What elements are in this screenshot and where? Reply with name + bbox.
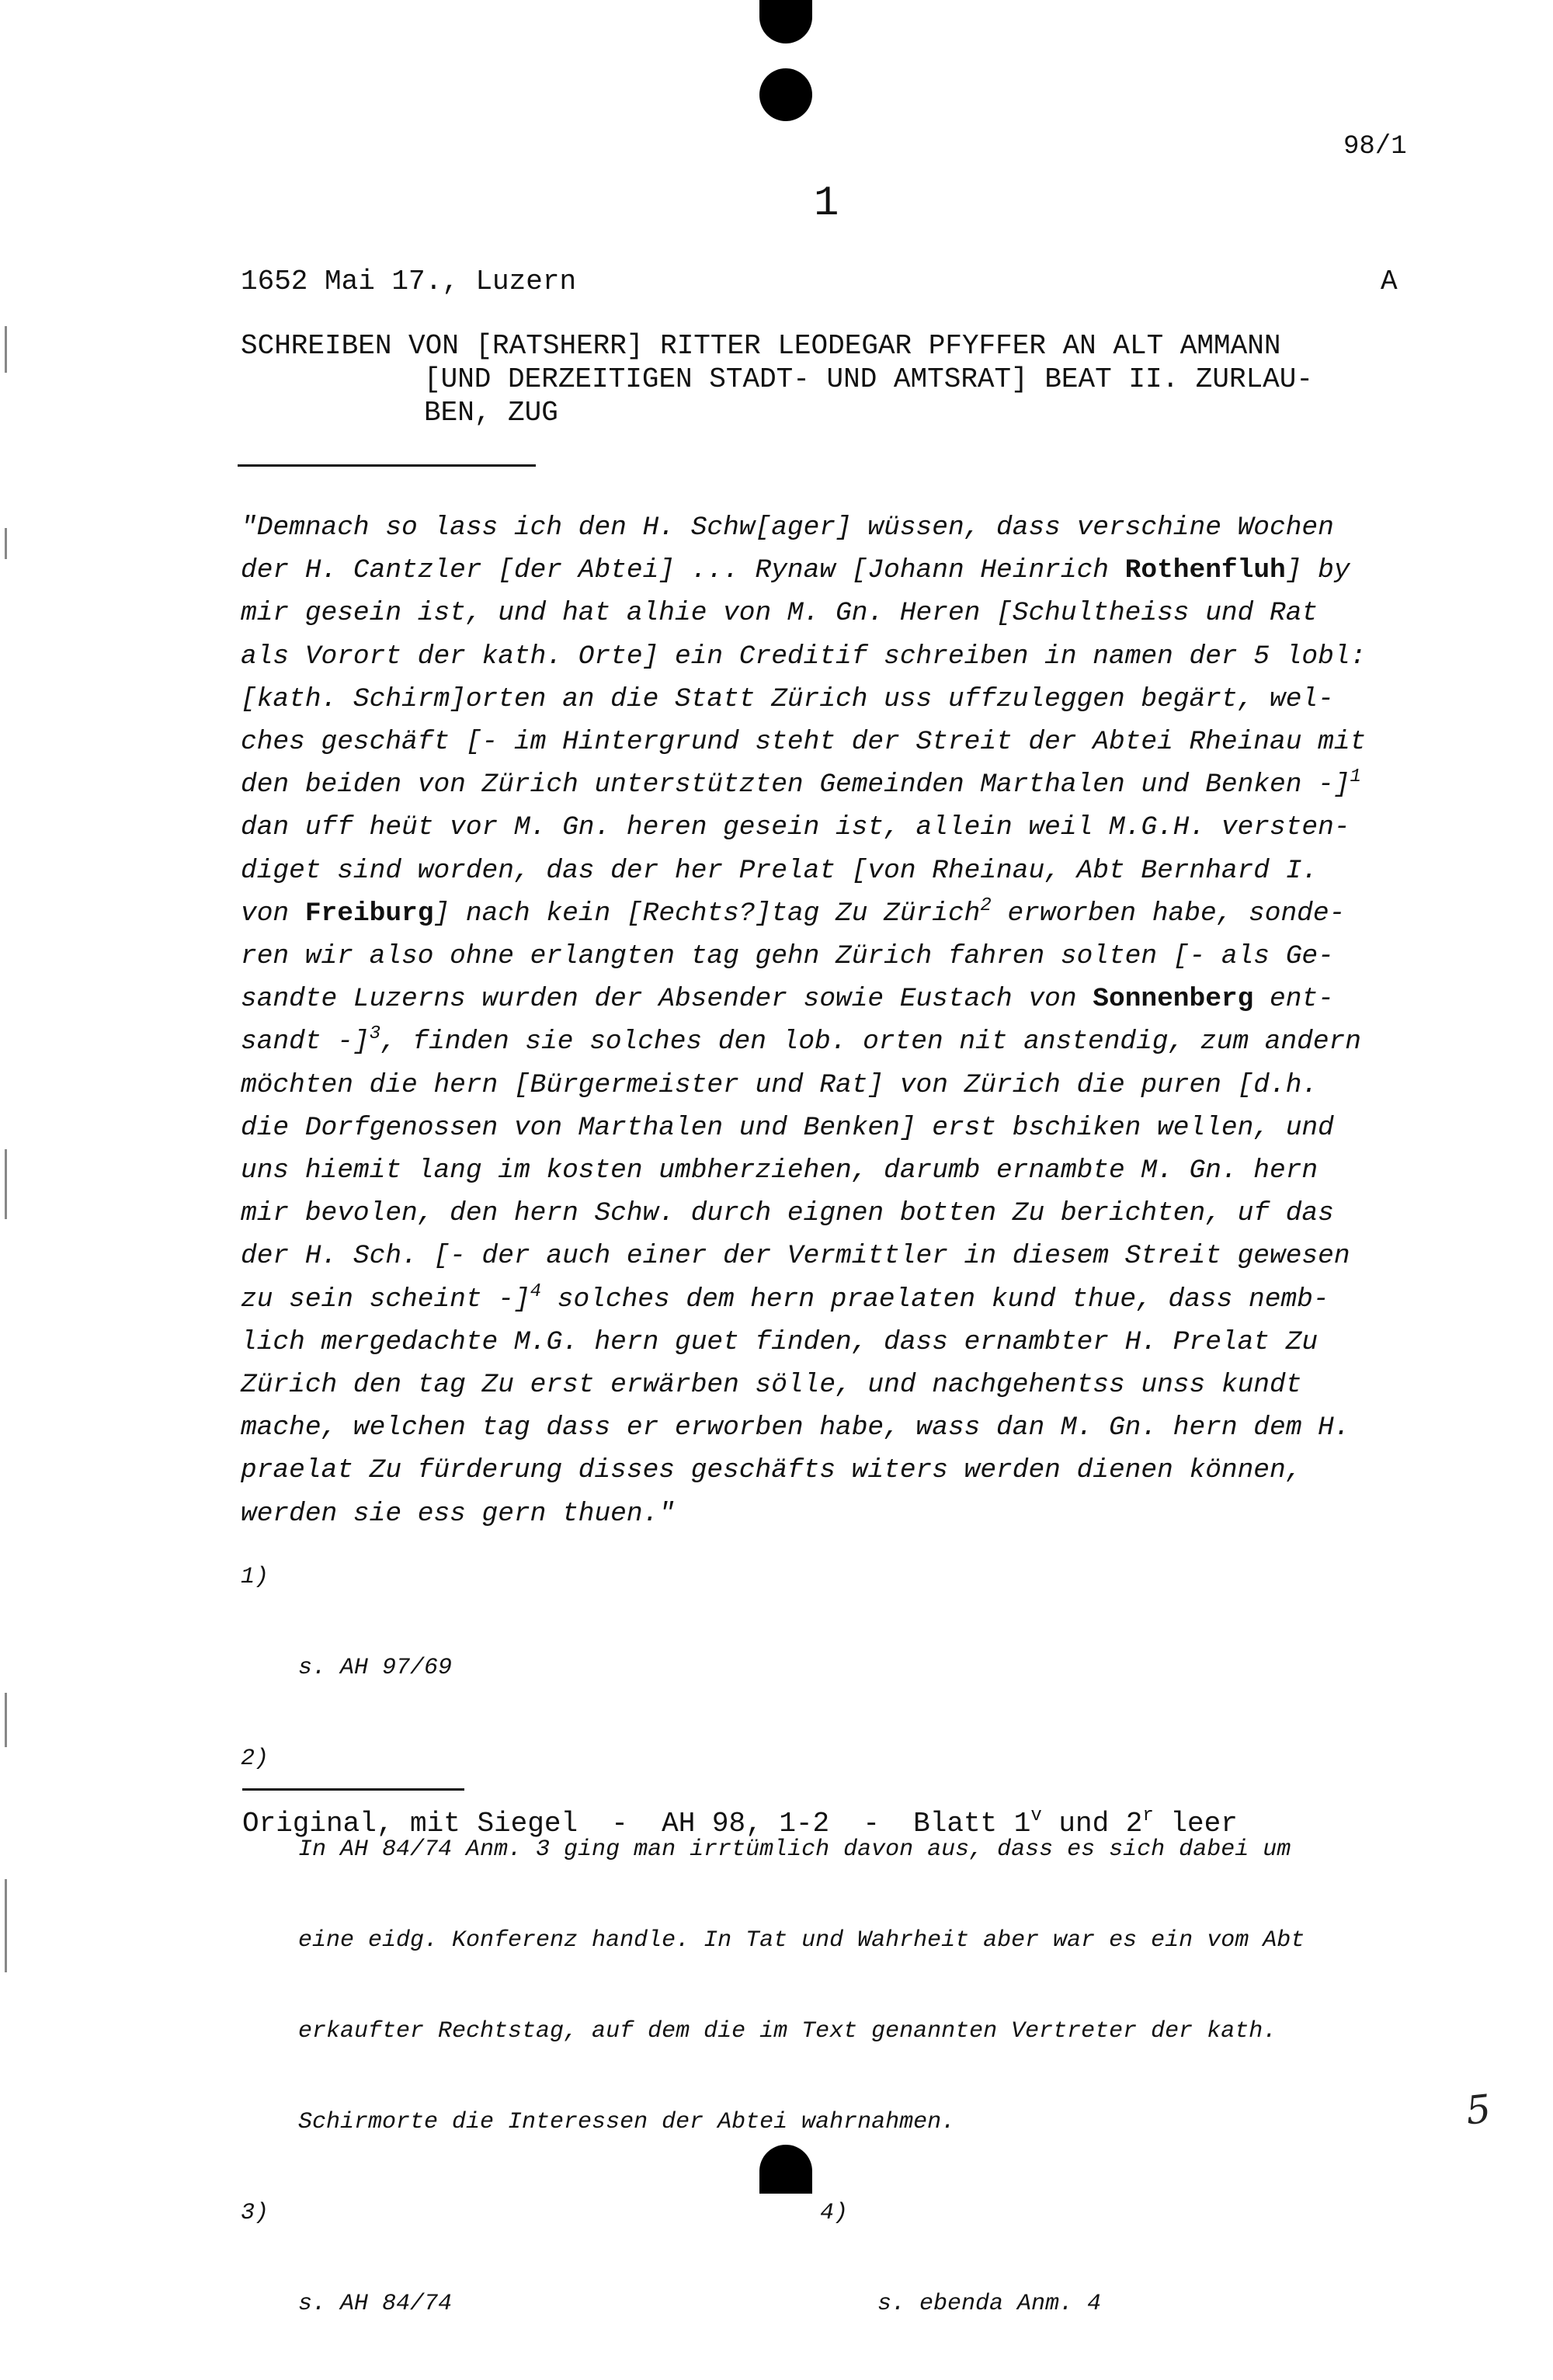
body-line: mir gesein ist, und hat alhie von M. Gn. Heren [Schultheiss und Rat [241, 598, 1318, 629]
person-name: Freiburg [304, 898, 434, 929]
handwritten-page-number: 5 [1464, 2086, 1493, 2134]
footnote-2: 2) In AH 84/74 Anm. 3 ging man irrtümlich davon aus, dass es sich dabei um eine eidg. Konferenz handle. In Tat und Wahrheit aber war es ein vom Abt erkaufter Rechtstag, auf dem die im Text genannten Vertreter der kath. Schirmorte die Interessen der Abtei wahrnahmen. [241, 1746, 1305, 2135]
footnote-row [241, 2198, 1305, 2317]
footnote-3: 3) s. AH 84/74 [241, 2200, 453, 2317]
body-line: sandte Luzerns wurden der Absender sowie Eustach von Sonnenberg ent- [241, 984, 1334, 1015]
document-number: 1 [814, 180, 839, 228]
page-reference: 98/1 [1343, 132, 1407, 162]
punch-hole-upper [759, 68, 812, 121]
footnote-1: 1) s. AH 97/69 [241, 1564, 453, 1681]
date-place: 1652 Mai 17., Luzern [241, 266, 577, 297]
body-line: ches geschäft [- im Hintergrund steht der Streit der Abtei Rheinau mit [241, 727, 1367, 758]
body-line: die Dorfgenossen von Marthalen und Benken] erst bschiken wellen, und [241, 1112, 1334, 1143]
body-line: dan uff heüt vor M. Gn. heren gesein ist, allein weil M.G.H. versten- [241, 812, 1350, 843]
letter-body [241, 506, 1429, 1535]
scan-edge-mark [5, 1149, 7, 1219]
superscript: r [1142, 1805, 1154, 1826]
body-line: Zürich den tag Zu erst erwärben sölle, und nachgehentss unss kundt [241, 1370, 1302, 1401]
person-name: Rothenfluh [1124, 555, 1286, 586]
punch-hole-top [759, 0, 812, 43]
body-line: [kath. Schirm]orten an die Statt Zürich uss uffzuleggen begärt, wel- [241, 683, 1334, 714]
footnote-ref: 2 [980, 895, 992, 916]
heading-line: SCHREIBEN VON [RATSHERR] RITTER LEODEGAR PFYFFER AN ALT AMMANN [241, 330, 1281, 362]
scan-edge-mark [5, 1693, 7, 1747]
scan-edge-mark [5, 528, 7, 559]
body-line: der H. Cantzler [der Abtei] ... Rynaw [Johann Heinrich Rothenfluh] by [241, 555, 1350, 586]
body-line: möchten die hern [Bürgermeister und Rat] von Zürich die puren [d.h. [241, 1069, 1318, 1100]
footnote-4: 4) s. ebenda Anm. 4 [820, 2200, 1102, 2317]
body-line: uns hiemit lang im kosten umbherziehen, darumb ernambte M. Gn. hern [241, 1155, 1318, 1187]
separator-rule [238, 464, 536, 467]
body-line: praelat Zu fürderung disses geschäfts witers werden dienen können, [241, 1455, 1302, 1486]
footnote-ref: 1 [1350, 766, 1361, 788]
footnotes [241, 1562, 1305, 2317]
person-name: Sonnenberg [1093, 984, 1254, 1015]
body-line: den beiden von Zürich unterstützten Gemeinden Marthalen und Benken -]$^1$ [241, 766, 1361, 801]
heading-line: [UND DERZEITIGEN STADT- UND AMTSRAT] BEAT II. ZURLAU- [424, 363, 1313, 395]
body-line: sandt -]$^3$, finden sie solches den lob. orten nit anstendig, zum andern [241, 1023, 1361, 1058]
footnote-ref: 4 [530, 1280, 542, 1302]
document-heading [241, 329, 1313, 429]
body-line: "Demnach so lass ich den H. Schw[ager] wüssen, dass verschine Wochen [241, 512, 1334, 543]
separator-rule [242, 1788, 464, 1791]
body-line: zu sein scheint -]$^4$ solches dem hern praelaten kund thue, dass nemb- [241, 1280, 1329, 1315]
scan-edge-mark [5, 326, 7, 373]
body-line: mir bevolen, den hern Schw. durch eignen botten Zu berichten, uf das [241, 1198, 1334, 1229]
body-line: diget sind worden, das der her Prelat [von Rheinau, Abt Bernhard I. [241, 855, 1318, 886]
heading-line: BEN, ZUG [424, 397, 558, 429]
body-line: ren wir also ohne erlangten tag gehn Zürich fahren solten [- als Ge- [241, 941, 1334, 972]
footnote-marker: 3) [241, 2200, 269, 2226]
body-line: der H. Sch. [- der auch einer der Vermittler in diesem Streit gewesen [241, 1241, 1350, 1272]
footnote-ref: 3 [369, 1023, 381, 1045]
footnote-marker: 2) [241, 1746, 269, 1772]
body-line: werden sie ess gern thuen." [241, 1498, 675, 1529]
letter-code: A [1381, 266, 1398, 297]
body-line: von Freiburg] nach kein [Rechts?]tag Zu Zürich$^2$ erworben habe, sonde- [241, 895, 1346, 929]
scan-edge-mark [5, 1879, 7, 1972]
source-note: Original, mit Siegel - AH 98, 1-2 - Blatt 1$^v$ und 2$^r$ leer [242, 1805, 1238, 1840]
footnote-marker: 4) [820, 2200, 849, 2226]
superscript: v [1030, 1805, 1042, 1826]
body-line: lich mergedachte M.G. hern guet finden, dass ernambter H. Prelat Zu [241, 1326, 1318, 1357]
body-line: als Vorort der kath. Orte] ein Creditif schreiben in namen der 5 lobl: [241, 641, 1367, 672]
footnote-marker: 1) [241, 1564, 269, 1590]
body-line: mache, welchen tag dass er erworben habe, wass dan M. Gn. hern dem H. [241, 1412, 1350, 1444]
